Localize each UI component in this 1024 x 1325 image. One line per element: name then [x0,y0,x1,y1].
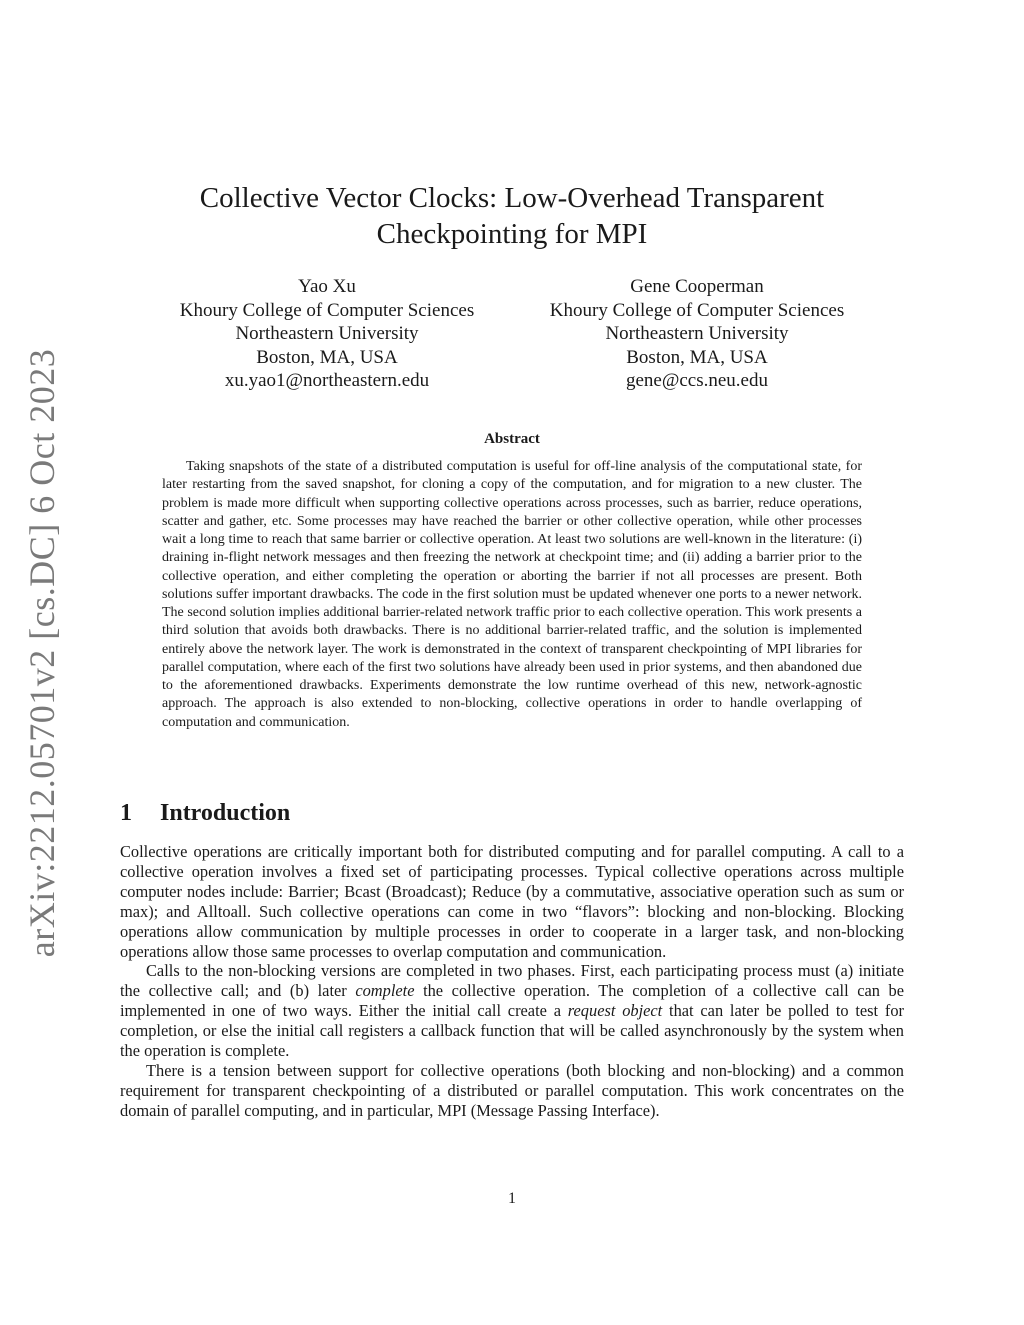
intro-paragraph-2 [120,961,904,1061]
introduction-body [120,842,904,1121]
author-name: Gene Cooperman [630,276,764,297]
section-heading-introduction [120,798,290,828]
abstract-heading: Abstract [484,431,540,447]
page-number: 1 [508,1190,516,1207]
author-block-1 [137,275,517,393]
author-university: Northeastern University [605,323,789,344]
author-affiliation: Khoury College of Computer Sciences [549,299,845,321]
section-title: Introduction [160,800,291,826]
intro-paragraph-3: There is a tension between support for collective operations (both blocking and non-blocking) and a common requirement for transparent checkpointing of a distributed or parallel computation. This work concentrates on the domain of parallel computing, and in particular, MPI (Message Passing Interface). [120,1060,904,1120]
author-block-2 [507,275,887,393]
abstract-text: Taking snapshots of the state of a distributed computation is useful for off-line analysis of the computational state, for later restarting from the saved snapshot, for cloning a copy of the computation, and for migration to a new cluster. The problem is made more difficult when supporting collective operations across processes, such as barrier, reduce operations, scatter and gather, etc. Some processes may have reached the barrier or other collective operation, while other processes wait a long time to reach that same barrier or collective operation. At least two solutions are well-known in the literature: (i) draining in-flight network messages and then freezing the network at checkpoint time; and (ii) adding a barrier prior to the collective operation, and either completing the operation or aborting the barrier if not all processes are present. Both solutions suffer important drawbacks. The code in the first solution must be updated whenever one ports to a newer network. The second solution implies additional barrier-related network traffic prior to each collective operation. This work presents a third solution that avoids both drawbacks. There is no additional barrier-related traffic, and the solution is implemented entirely above the network layer. The work is demonstrated in the context of transparent checkpointing of MPI libraries for parallel computation, where each of the first two solutions have already been used in prior systems, and then abandoned due to the aforementioned drawbacks. Experiments demonstrate the low runtime overhead of this new, network-agnostic approach. The approach is also extended to non-blocking, collective operations in order to handle overlapping of computation and communication. [162,459,862,730]
author-email: xu.yao1@northeastern.edu [224,370,430,391]
intro-paragraph-1: Collective operations are critically important both for distributed computing and for parallel computing. A call to a collective operation involves a fixed set of participating processes. Typical collective operations across multiple computer nodes include: Barrier; Bcast (Broadcast); Reduce (by a commutative, associative operation such as sum or max); and Alltoall. Such collective operations can come in two “flavors”: blocking and non-blocking. Blocking operations allow communication by multiple processes in order to cooperate in a larger task, and non-blocking operations allow those same processes to overlap computation and communication. [120,842,904,961]
author-name: Yao Xu [298,276,356,297]
author-email: gene@ccs.neu.edu [626,370,768,391]
intro-p2-part-c: that can later be polled to test for completion, or else the initial call registers a callback function that will be called asynchronously by the system when the operation is complete. [120,1001,905,1061]
intro-p2-part-a: Calls to the non-blocking versions are completed in two phases. First, each participating process must (a) initiate the collective call; and (b) later [120,961,904,1001]
author-location: Boston, MA, USA [626,346,768,368]
author-university: Northeastern University [235,323,419,344]
author-affiliation: Khoury College of Computer Sciences [179,299,475,321]
emphasis-request-object: request object [567,1001,663,1021]
author-location: Boston, MA, USA [256,346,398,368]
title-line-1: Collective Vector Clocks: Low-Overhead Transparent [199,182,825,214]
intro-p2-part-b: the collective operation. The completion of a collective call can be implemented in one of two ways. Either the initial call create a [120,981,905,1021]
paper-title [0,180,1024,252]
section-number: 1 [120,800,132,826]
title-line-2: Checkpointing for MPI [376,218,648,250]
arxiv-identifier: arXiv:2212.05701v2 [cs.DC] 6 Oct 2023 [22,348,62,958]
emphasis-complete: complete [355,981,415,1001]
